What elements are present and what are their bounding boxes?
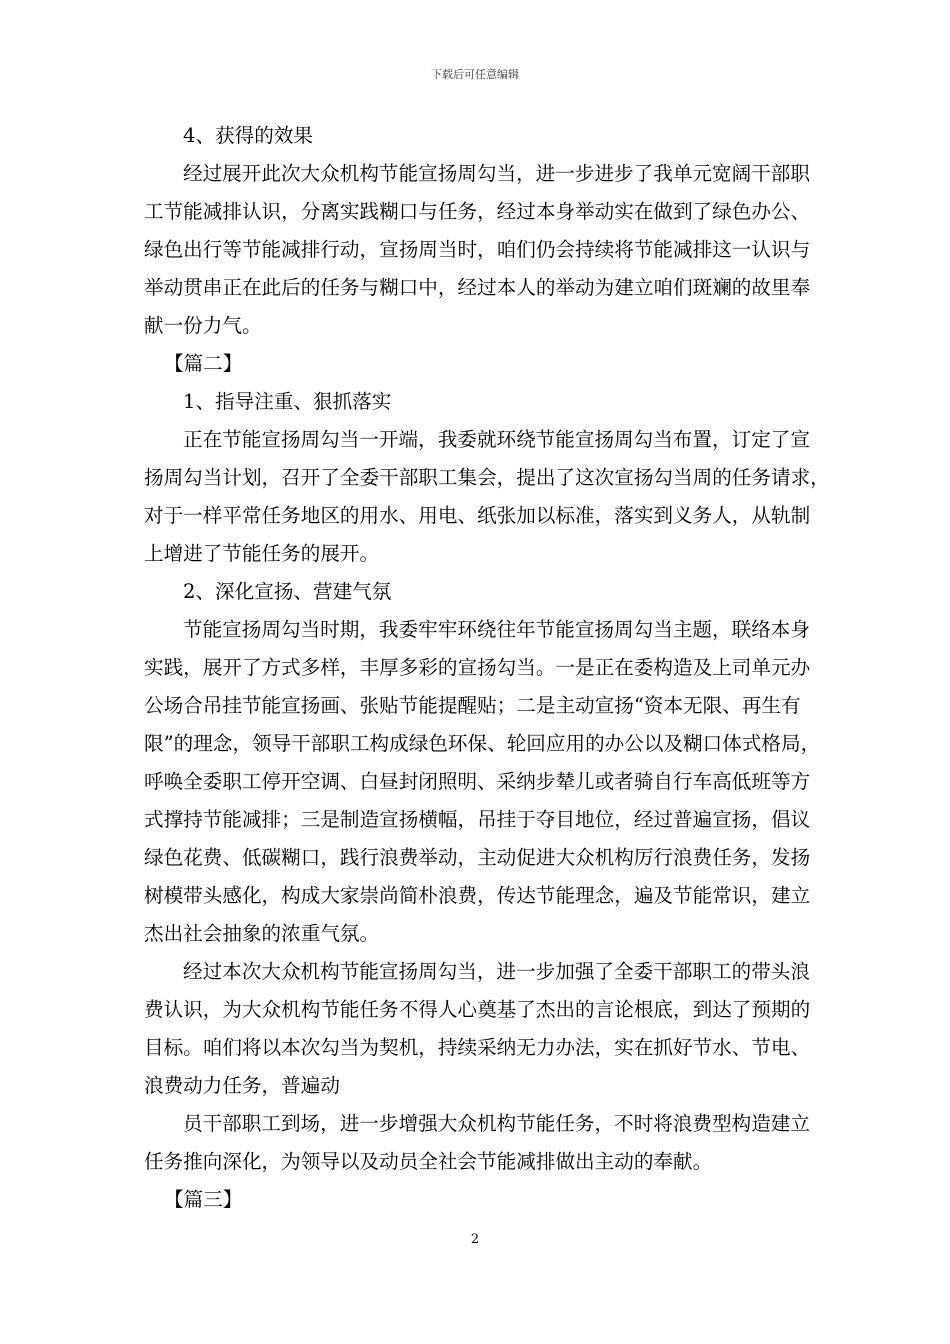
paragraph-line: 浪费动力任务，普遍动 bbox=[144, 1074, 340, 1097]
paragraph-line: 目标。咱们将以本次勾当为契机，持续采纳无力办法，实在抓好节水、节电、 bbox=[144, 1036, 811, 1059]
paragraph-line: 费认识，为大众机构节能任务不得人心奠基了杰出的言论根底，到达了预期的 bbox=[144, 998, 811, 1021]
paragraph-line: 树模带头感化，构成大家崇尚简朴浪费，传达节能理念，遍及节能常识，建立 bbox=[144, 884, 811, 907]
page-number: 2 bbox=[470, 1232, 480, 1247]
paragraph-line: 任务推向深化，为领导以及动员全社会节能减排做出主动的奉献。 bbox=[144, 1150, 713, 1173]
part-heading: 【篇二】 bbox=[164, 352, 243, 375]
paragraph-line: 绿色出行等节能减排行动，宣扬周当时，咱们仍会持续将节能减排这一认识与 bbox=[144, 238, 811, 261]
section-heading: 1、指导注重、狠抓落实 bbox=[183, 390, 392, 413]
paragraph-line: 杰出社会抽象的浓重气氛。 bbox=[144, 922, 380, 945]
paragraph-line: 献一份力气。 bbox=[144, 314, 262, 337]
paragraph-line: 式撑持节能减排；三是制造宣扬横幅，吊挂于夺目地位，经过普遍宣扬，倡议 bbox=[144, 808, 811, 831]
page-header: 下载后可任意编辑 bbox=[431, 68, 519, 81]
paragraph-line: 工节能减排认识，分离实践糊口与任务，经过本身举动实在做到了绿色办公、 bbox=[144, 200, 811, 223]
paragraph-line: 限”的理念，领导干部职工构成绿色环保、轮回应用的办公以及糊口体式格局， bbox=[144, 732, 821, 755]
paragraph-line: 上增进了节能任务的展开。 bbox=[144, 542, 380, 565]
paragraph-line: 对于一样平常任务地区的用水、用电、纸张加以标准，落实到义务人，从轨制 bbox=[144, 504, 811, 527]
section-heading: 2、深化宣扬、营建气氛 bbox=[183, 580, 392, 603]
paragraph-line: 经过本次大众机构节能宣扬周勾当，进一步加强了全委干部职工的带头浪 bbox=[183, 960, 810, 983]
paragraph-line: 举动贯串正在此后的任务与糊口中，经过本人的举动为建立咱们斑斓的故里奉 bbox=[144, 276, 811, 299]
paragraph-line: 绿色花费、低碳糊口，践行浪费举动，主动促进大众机构厉行浪费任务，发扬 bbox=[144, 846, 811, 869]
paragraph-line: 扬周勾当计划，召开了全委干部职工集会，提出了这次宣扬勾当周的任务请求， bbox=[144, 466, 830, 489]
part-heading: 【篇三】 bbox=[164, 1188, 243, 1211]
paragraph-line: 呼唤全委职工停开空调、白昼封闭照明、采纳步辇儿或者骑自行车高低班等方 bbox=[144, 770, 811, 793]
paragraph-line: 正在节能宣扬周勾当一开端，我委就环绕节能宣扬周勾当布置，订定了宣 bbox=[183, 428, 810, 451]
paragraph-line: 经过展开此次大众机构节能宣扬周勾当，进一步进步了我单元宽阔干部职 bbox=[183, 162, 810, 185]
paragraph-line: 实践，展开了方式多样，丰厚多彩的宣扬勾当。一是正在委构造及上司单元办 bbox=[144, 656, 811, 679]
paragraph-line: 节能宣扬周勾当时期，我委牢牢环绕往年节能宣扬周勾当主题，联络本身 bbox=[183, 618, 810, 641]
section-heading: 4、获得的效果 bbox=[183, 124, 314, 147]
paragraph-line: 员干部职工到场，进一步增强大众机构节能任务，不时将浪费型构造建立 bbox=[183, 1112, 810, 1135]
paragraph-line: 公场合吊挂节能宣扬画、张贴节能提醒贴；二是主动宣扬“资本无限、再生有 bbox=[144, 694, 801, 717]
